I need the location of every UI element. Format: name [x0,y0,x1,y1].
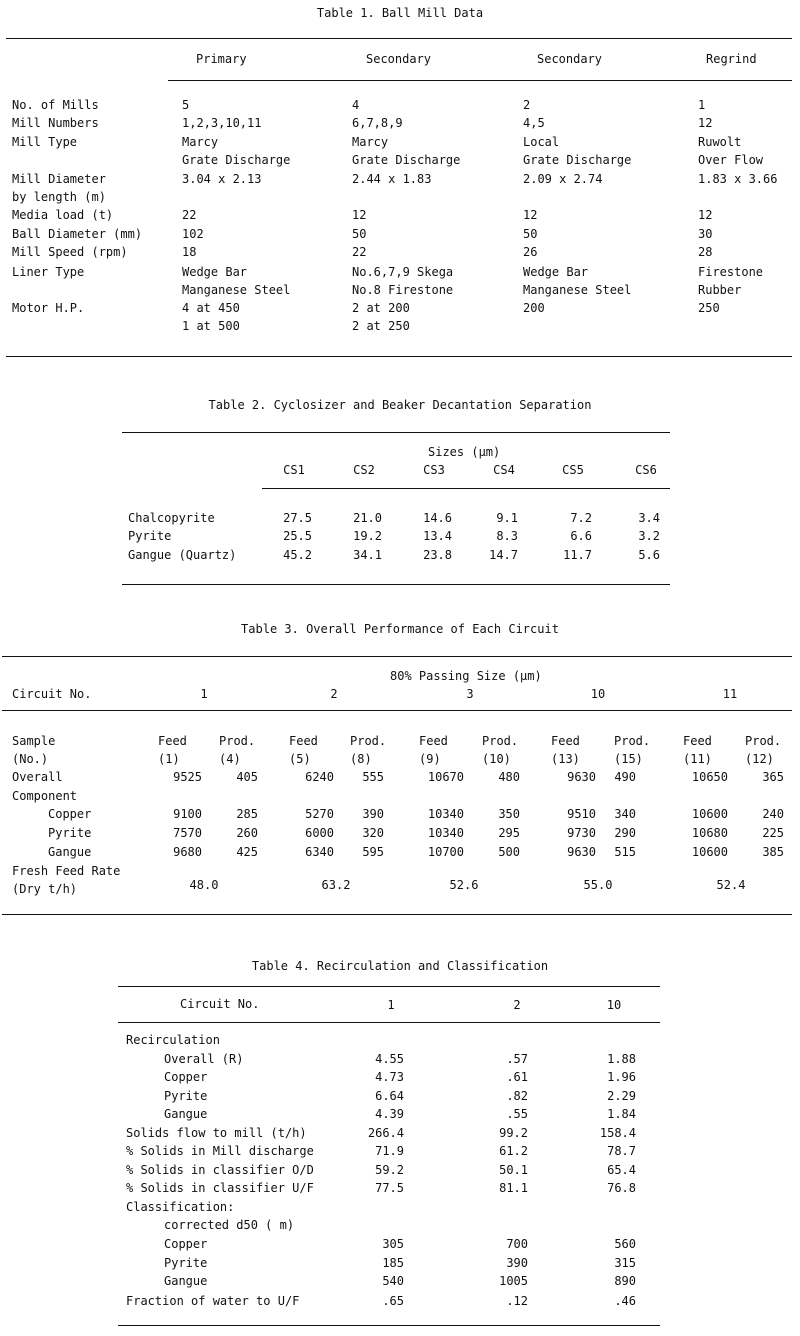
table-2-cell: 45.2 [283,548,312,562]
table-3-sub-header: Prod. [745,734,782,748]
table-3-cell: 340 [614,807,636,821]
table-2-cell: 3.2 [638,529,660,543]
table-3-sample-no: (12) [745,752,774,766]
table-4-cell: 305 [382,1237,404,1251]
table-1-cell: Over Flow [698,153,764,167]
table-2-cell: 9.1 [496,511,518,525]
table-1-cell: 6,7,8,9 [352,116,403,130]
table-4-cell: 99.2 [499,1126,528,1140]
table-1-cell: 12 [698,208,713,222]
table-3-cell: 290 [614,826,636,840]
table-3-cell: 320 [362,826,384,840]
table-3-cell: 480 [498,770,520,784]
table-1-row-label: No. of Mills [12,98,99,112]
table-1-cell: 50 [523,227,538,241]
table-2-cell: 21.0 [353,511,382,525]
table-4-row-label: Solids flow to mill (t/h) [126,1126,307,1140]
table-1-cell: 250 [698,301,720,315]
table-1-cell: Ruwolt [698,135,742,149]
table-1-cell: Firestone [698,265,764,279]
table-1-cell: Grate Discharge [182,153,291,167]
table-3-sample-no: (5) [289,752,311,766]
table-1-row-label: Mill Numbers [12,116,99,130]
table-3-circuit-number: 11 [722,687,738,701]
table-1-row-label: Motor H.P. [12,301,85,315]
table-2-caption: Table 2. Cyclosizer and Beaker Decantation Separation [208,398,592,412]
table-1-header-primary: Primary [196,52,247,66]
table-1-cell: Rubber [698,283,742,297]
table-3-sample-no: (13) [551,752,580,766]
table-4-cell: 50.1 [499,1163,528,1177]
table-3-cell: 10650 [691,770,728,784]
table-2-column-header: CS1 [283,463,305,477]
table-4-row-label: Copper [164,1237,208,1251]
table-1-cell: 4,5 [523,116,545,130]
table-2-column-header: CS4 [493,463,515,477]
table-3-cell: 6000 [305,826,334,840]
table-1-cell: 12 [523,208,538,222]
table-4-top-rule [118,986,660,987]
table-2-row-label: Pyrite [128,529,172,543]
table-4-cell: 76.8 [607,1181,636,1195]
table-3-cell: 6240 [305,770,334,784]
table-1-cell: Local [523,135,560,149]
table-3-cell: 500 [498,845,520,859]
table-3-sub-header: Feed [551,734,580,748]
table-1-cell: Marcy [182,135,219,149]
table-1-cell: 200 [523,301,545,315]
table-1-cell: 2 at 250 [352,319,410,333]
table-4-cell: 61.2 [499,1144,528,1158]
table-2-sizes-label: Sizes (µm) [428,445,501,459]
table-4-cell: 390 [506,1256,528,1270]
table-1-cell: 12 [352,208,367,222]
table-3-fresh-feed-value: 55.0 [583,878,613,892]
table-3-cell: 10340 [427,826,464,840]
table-1-caption: Table 1. Ball Mill Data [316,6,484,20]
table-4-row-label: Classification: [126,1200,235,1214]
table-1-cell: 4 [352,98,360,112]
table-3-cell: 350 [498,807,520,821]
table-2-row-label: Chalcopyrite [128,511,215,525]
table-3-sub-header: Prod. [614,734,651,748]
table-1-cell: 30 [698,227,713,241]
table-4-cell: 158.4 [599,1126,636,1140]
table-2-cell: 23.8 [423,548,452,562]
table-4-circuit-label: Circuit No. [180,997,260,1011]
table-4-row-label: Gangue [164,1274,208,1288]
table-1-cell: 22 [182,208,197,222]
table-2-cell: 6.6 [570,529,592,543]
table-1-cell: Wedge Bar [523,265,589,279]
table-3-sample-no: (15) [614,752,643,766]
table-3-no-label: (No.) [12,752,49,766]
table-3-caption: Table 3. Overall Performance of Each Circuit [241,622,559,636]
table-1-cell: 2.09 x 2.74 [523,172,603,186]
table-3-row-label: Copper [48,807,92,821]
table-4-cell: 78.7 [607,1144,636,1158]
table-1-row-label: Liner Type [12,265,85,279]
table-1-cell: Manganese Steel [182,283,291,297]
table-3-cell: 10340 [427,807,464,821]
table-3-cell: 9730 [567,826,596,840]
table-4-cell: .61 [506,1070,528,1084]
table-1-cell: 28 [698,245,713,259]
table-4-cell: .82 [506,1089,528,1103]
table-3-cell: 295 [498,826,520,840]
table-4-cell: 1005 [499,1274,528,1288]
table-3-sample-no: (8) [350,752,372,766]
table-1-cell: 2 [523,98,531,112]
table-3-cell: 555 [362,770,384,784]
table-4-row-label: Gangue [164,1107,208,1121]
table-4-cell: 560 [614,1237,636,1251]
table-3-cell: 5270 [305,807,334,821]
table-1-cell: Marcy [352,135,389,149]
table-3-cell: 9525 [173,770,202,784]
table-3-sample-no: (1) [158,752,180,766]
table-2-cell: 34.1 [353,548,382,562]
table-3-cell: 9680 [173,845,202,859]
table-3-cell: 515 [614,845,636,859]
table-4-cell: .46 [614,1294,636,1308]
table-3-circuit-number: 10 [590,687,606,701]
table-2-cell: 25.5 [283,529,312,543]
table-3-fresh-feed-unit: (Dry t/h) [12,882,78,896]
table-1-header-secondary-2: Secondary [537,52,603,66]
table-2-cell: 7.2 [570,511,592,525]
table-2-cell: 11.7 [563,548,592,562]
table-3-sub-header: Feed [158,734,187,748]
table-1-cell: 4 at 450 [182,301,240,315]
table-4-header-rule [118,1022,660,1023]
table-1-cell: 18 [182,245,197,259]
table-3-sub-header: Feed [683,734,712,748]
table-3-cell: 10670 [427,770,464,784]
table-4-cell: 1.88 [607,1052,636,1066]
table-3-sample-no: (4) [219,752,241,766]
table-4-row-label: Pyrite [164,1256,208,1270]
table-4-cell: 77.5 [375,1181,404,1195]
table-4-column-header: 10 [606,998,622,1012]
table-2-cell: 5.6 [638,548,660,562]
table-3-sample-no: (10) [482,752,511,766]
table-4-cell: 65.4 [607,1163,636,1177]
table-3-sub-header: Prod. [350,734,387,748]
table-3-sample-no: (11) [683,752,712,766]
table-4-cell: 890 [614,1274,636,1288]
table-3-cell: 6340 [305,845,334,859]
table-3-sub-header: Feed [289,734,318,748]
table-2-column-header: CS6 [635,463,657,477]
table-4-row-label: Pyrite [164,1089,208,1103]
table-3-fresh-feed-value: 63.2 [321,878,351,892]
table-1-cell: 50 [352,227,367,241]
table-4-row-label: Overall (R) [164,1052,244,1066]
table-4-cell: 700 [506,1237,528,1251]
table-4-row-label: Fraction of water to U/F [126,1294,300,1308]
table-2-row-label: Gangue (Quartz) [128,548,237,562]
table-3-row-label: Gangue [48,845,92,859]
table-4-cell: 6.64 [375,1089,404,1103]
table-3-group-header: 80% Passing Size (µm) [390,669,542,683]
table-2-cell: 8.3 [496,529,518,543]
table-4-cell: 1.96 [607,1070,636,1084]
table-3-cell: 9510 [567,807,596,821]
table-4-cell: 81.1 [499,1181,528,1195]
table-4-row-label: Copper [164,1070,208,1084]
table-4-cell: 315 [614,1256,636,1270]
table-1-cell: 1.83 x 3.66 [698,172,778,186]
table-2-column-header: CS3 [423,463,445,477]
table-3-sample-no: (9) [419,752,441,766]
table-3-fresh-feed-value: 52.6 [449,878,479,892]
table-3-row-label: Overall [12,770,63,784]
table-1-cell: 12 [698,116,713,130]
table-4-bottom-rule [118,1325,660,1326]
table-1-cell: 22 [352,245,367,259]
table-4-cell: 2.29 [607,1089,636,1103]
table-3-cell: 7570 [173,826,202,840]
table-4-row-label: corrected d50 ( m) [164,1218,295,1232]
table-2-cell: 27.5 [283,511,312,525]
table-4-cell: 71.9 [375,1144,404,1158]
table-3-cell: 385 [762,845,784,859]
table-3-sample-label: Sample [12,734,56,748]
table-4-cell: 266.4 [367,1126,404,1140]
table-4-row-label: Recirculation [126,1033,220,1047]
table-1-cell: 2 at 200 [352,301,410,315]
table-1-cell: 5 [182,98,190,112]
table-3-circuit-number: 3 [466,687,474,701]
table-3-cell: 10600 [691,845,728,859]
table-4-cell: 59.2 [375,1163,404,1177]
table-3-circuit-number: 2 [330,687,338,701]
table-1-row-label: Mill Speed (rpm) [12,245,128,259]
table-1-cell: No.8 Firestone [352,283,454,297]
table-4-cell: .12 [506,1294,528,1308]
table-3-cell: 225 [762,826,784,840]
table-3-fresh-feed-label: Fresh Feed Rate [12,864,121,878]
table-3-row-label: Component [12,789,78,803]
table-3-cell: 490 [614,770,636,784]
table-1-header-secondary-1: Secondary [366,52,432,66]
table-3-cell: 9630 [567,770,596,784]
table-1-cell: No.6,7,9 Skega [352,265,454,279]
table-3-sub-header: Prod. [219,734,256,748]
table-3-fresh-feed-value: 52.4 [716,878,746,892]
table-3-cell: 595 [362,845,384,859]
table-1-cell: 2.44 x 1.83 [352,172,432,186]
table-1-row-label: Mill Diameter [12,172,106,186]
table-4-cell: .55 [506,1107,528,1121]
table-3-cell: 10700 [427,845,464,859]
table-3-sub-header: Feed [419,734,448,748]
table-1-row-label: Mill Type [12,135,78,149]
table-3-circuit-label: Circuit No. [12,687,92,701]
table-1-cell: Manganese Steel [523,283,632,297]
table-4-column-header: 2 [513,998,521,1012]
table-4-cell: 4.55 [375,1052,404,1066]
table-1-row-label: Media load (t) [12,208,114,222]
table-1-cell: Grate Discharge [523,153,632,167]
table-1-header-regrind: Regrind [706,52,757,66]
table-1-row-label: by length (m) [12,190,106,204]
table-1-cell: 102 [182,227,204,241]
table-1-cell: Wedge Bar [182,265,248,279]
table-4-cell: 540 [382,1274,404,1288]
table-3-fresh-feed-value: 48.0 [189,878,219,892]
table-3-sub-header: Prod. [482,734,519,748]
table-3-cell: 9630 [567,845,596,859]
table-3-cell: 365 [762,770,784,784]
table-3-cell: 240 [762,807,784,821]
table-4-row-label: % Solids in Mill discharge [126,1144,314,1158]
table-2-column-header: CS5 [562,463,584,477]
table-2-cell: 14.6 [423,511,452,525]
table-4-cell: 4.39 [375,1107,404,1121]
table-3-cell: 10600 [691,807,728,821]
table-4-cell: .57 [506,1052,528,1066]
table-4-row-label: % Solids in classifier O/D [126,1163,314,1177]
table-3-cell: 390 [362,807,384,821]
table-2-cell: 13.4 [423,529,452,543]
table-2-cell: 3.4 [638,511,660,525]
table-1-cell: 26 [523,245,538,259]
table-3-row-label: Pyrite [48,826,92,840]
table-3-cell: 405 [236,770,258,784]
table-4-cell: .65 [382,1294,404,1308]
table-4-column-header: 1 [387,998,395,1012]
table-3-circuit-number: 1 [200,687,208,701]
table-3-cell: 425 [236,845,258,859]
table-1-cell: 1 [698,98,706,112]
table-3-cell: 10680 [691,826,728,840]
table-3-cell: 260 [236,826,258,840]
table-4-row-label: % Solids in classifier U/F [126,1181,314,1195]
table-1-cell: 1,2,3,10,11 [182,116,262,130]
table-2-cell: 14.7 [489,548,518,562]
table-2-column-header: CS2 [353,463,375,477]
table-1-cell: Grate Discharge [352,153,461,167]
table-4-cell: 185 [382,1256,404,1270]
table-3-cell: 285 [236,807,258,821]
table-4-cell: 4.73 [375,1070,404,1084]
table-1-cell: 1 at 500 [182,319,240,333]
table-1-row-label: Ball Diameter (mm) [12,227,143,241]
table-3-cell: 9100 [173,807,202,821]
table-4-cell: 1.84 [607,1107,636,1121]
table-2-cell: 19.2 [353,529,382,543]
table-1-cell: 3.04 x 2.13 [182,172,262,186]
table-4-caption: Table 4. Recirculation and Classification [251,959,549,973]
